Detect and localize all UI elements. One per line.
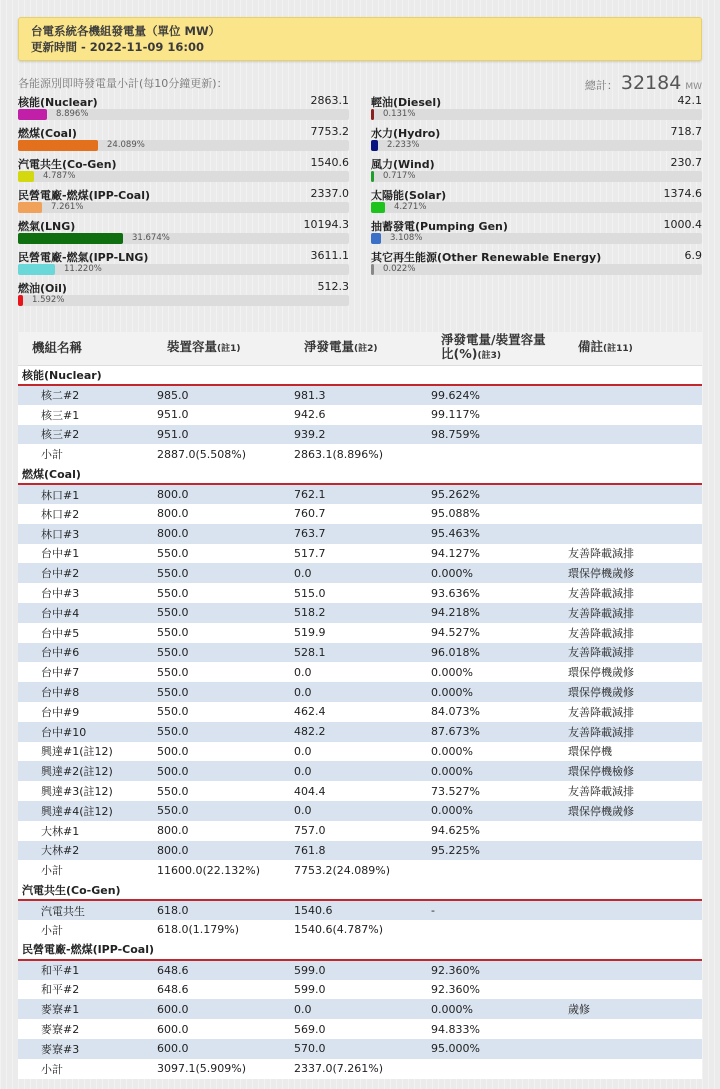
group-header-row (18, 365, 702, 385)
page-header (18, 17, 702, 61)
table-row (18, 1019, 702, 1039)
net-output-cell: 0.0 (290, 563, 427, 583)
unit-name-cell: 興達#4(註12) (18, 801, 153, 821)
energy-value: 42.1 (677, 94, 702, 107)
table-row (18, 682, 702, 702)
remark-cell: 友善降載減排 (564, 781, 702, 801)
table-row (18, 722, 702, 742)
table-row (18, 643, 702, 663)
unit-name-cell: 小計 (18, 920, 153, 940)
energy-name: 燃氣(LNG) (18, 220, 76, 233)
remark-cell: 友善降載減排 (564, 722, 702, 742)
table-row (18, 484, 702, 504)
unit-name-cell: 小計 (18, 1059, 153, 1079)
table-row (18, 821, 702, 841)
unit-name-cell: 台中#9 (18, 702, 153, 722)
capacity-cell: 600.0 (153, 1039, 290, 1059)
energy-value: 7753.2 (310, 125, 349, 138)
energy-percent: 4.271% (394, 202, 427, 212)
subtotal-row (18, 860, 702, 880)
table-body (18, 365, 702, 1079)
capacity-cell: 550.0 (153, 563, 290, 583)
total-value: 32184 (620, 72, 682, 94)
remark-cell: 友善降載減排 (564, 583, 702, 603)
capacity-cell: 550.0 (153, 583, 290, 603)
remark-cell: 環保停機檢修 (564, 761, 702, 781)
net-output-cell: 939.2 (290, 425, 427, 445)
energy-bar-fill (371, 264, 374, 275)
group-header-row (18, 880, 702, 900)
capacity-cell: 550.0 (153, 643, 290, 663)
energy-value: 1374.6 (663, 187, 702, 200)
remark-cell (564, 980, 702, 1000)
energy-item (18, 185, 349, 216)
remark-cell (564, 385, 702, 405)
energy-item (371, 92, 702, 123)
table-row (18, 742, 702, 762)
header-remark: 備註(註11) (564, 332, 702, 365)
energy-value: 718.7 (670, 125, 702, 138)
energy-bar-track (18, 295, 349, 306)
energy-name: 汽電共生(Co-Gen) (18, 158, 117, 171)
energy-value: 3611.1 (310, 249, 349, 262)
net-output-cell: 2863.1(8.896%) (290, 444, 427, 464)
net-output-cell: 599.0 (290, 960, 427, 980)
capacity-cell: 618.0(1.179%) (153, 920, 290, 940)
energy-value: 1540.6 (310, 156, 349, 169)
remark-cell (564, 821, 702, 841)
header-unit-name: 機組名稱 (18, 332, 153, 365)
capacity-cell: 550.0 (153, 623, 290, 643)
capacity-cell: 550.0 (153, 801, 290, 821)
total-unit: MW (685, 82, 702, 92)
table-header-row (18, 332, 702, 365)
summary-caption: 各能源別即時發電量小計(每10分鐘更新)： (18, 77, 228, 90)
table-row (18, 583, 702, 603)
table-row (18, 524, 702, 544)
table-row (18, 405, 702, 425)
unit-name-cell: 台中#10 (18, 722, 153, 742)
capacity-cell: 800.0 (153, 504, 290, 524)
energy-name: 燃煤(Coal) (18, 127, 77, 140)
unit-name-cell: 林口#1 (18, 484, 153, 504)
capacity-cell: 800.0 (153, 484, 290, 504)
net-output-cell: 761.8 (290, 841, 427, 861)
energy-bar-fill (18, 202, 42, 213)
group-header-row (18, 940, 702, 960)
net-output-cell: 519.9 (290, 623, 427, 643)
remark-cell: 歲修 (564, 999, 702, 1019)
ratio-cell (427, 444, 564, 464)
table-row (18, 900, 702, 920)
remark-cell: 友善降載減排 (564, 544, 702, 564)
capacity-cell: 600.0 (153, 1019, 290, 1039)
remark-cell (564, 860, 702, 880)
capacity-cell: 951.0 (153, 425, 290, 445)
energy-item (371, 154, 702, 185)
unit-name-cell: 林口#2 (18, 504, 153, 524)
table-row (18, 999, 702, 1019)
remark-cell (564, 484, 702, 504)
unit-name-cell: 麥寮#2 (18, 1019, 153, 1039)
group-header-row (18, 464, 702, 484)
energy-item (18, 278, 349, 309)
ratio-cell: 73.527% (427, 781, 564, 801)
ratio-cell: 95.000% (427, 1039, 564, 1059)
energy-bar-fill (371, 109, 374, 120)
ratio-cell: 95.225% (427, 841, 564, 861)
remark-cell (564, 1039, 702, 1059)
energy-name: 抽蓄發電(Pumping Gen) (371, 220, 508, 233)
capacity-cell: 600.0 (153, 999, 290, 1019)
capacity-cell: 648.6 (153, 980, 290, 1000)
remark-cell (564, 1059, 702, 1079)
unit-table (18, 332, 702, 1079)
net-output-cell: 0.0 (290, 662, 427, 682)
net-output-cell: 760.7 (290, 504, 427, 524)
remark-cell (564, 960, 702, 980)
energy-bar-track (18, 171, 349, 182)
unit-name-cell: 和平#1 (18, 960, 153, 980)
net-output-cell: 1540.6 (290, 900, 427, 920)
remark-cell (564, 504, 702, 524)
unit-name-cell: 小計 (18, 444, 153, 464)
energy-value: 6.9 (684, 249, 702, 262)
net-output-cell: 599.0 (290, 980, 427, 1000)
net-output-cell: 2337.0(7.261%) (290, 1059, 427, 1079)
unit-name-cell: 台中#5 (18, 623, 153, 643)
capacity-cell: 500.0 (153, 761, 290, 781)
table-row (18, 761, 702, 781)
remark-cell (564, 920, 702, 940)
unit-name-cell: 台中#3 (18, 583, 153, 603)
unit-table-wrapper (18, 332, 702, 1079)
remark-cell: 環保停機歲修 (564, 682, 702, 702)
table-row (18, 1039, 702, 1059)
header-ratio: 淨發電量/裝置容量 比(%)(註3) (427, 332, 564, 365)
ratio-cell: 0.000% (427, 662, 564, 682)
remark-cell: 環保停機歲修 (564, 662, 702, 682)
net-output-cell: 482.2 (290, 722, 427, 742)
net-output-cell: 1540.6(4.787%) (290, 920, 427, 940)
ratio-cell: 0.000% (427, 801, 564, 821)
capacity-cell: 550.0 (153, 781, 290, 801)
net-output-cell: 0.0 (290, 999, 427, 1019)
unit-name-cell: 台中#1 (18, 544, 153, 564)
energy-item (371, 185, 702, 216)
energy-bar-fill (371, 233, 381, 244)
unit-name-cell: 麥寮#1 (18, 999, 153, 1019)
unit-name-cell: 小計 (18, 860, 153, 880)
total-label: 總計： (584, 79, 618, 92)
energy-name: 輕油(Diesel) (371, 96, 442, 109)
ratio-cell: 0.000% (427, 682, 564, 702)
ratio-cell: 0.000% (427, 999, 564, 1019)
energy-bar-track (371, 171, 702, 182)
energy-percent: 11.220% (64, 264, 102, 274)
remark-cell (564, 1019, 702, 1039)
capacity-cell: 3097.1(5.909%) (153, 1059, 290, 1079)
ratio-cell: 94.527% (427, 623, 564, 643)
energy-percent: 8.896% (56, 109, 89, 119)
energy-percent: 2.233% (387, 140, 420, 150)
table-row (18, 980, 702, 1000)
energy-percent: 3.108% (390, 233, 423, 243)
table-row (18, 623, 702, 643)
group-title: 汽電共生(Co-Gen) (18, 880, 702, 900)
net-output-cell: 528.1 (290, 643, 427, 663)
energy-bar-track (371, 264, 702, 275)
energy-bar-track (371, 233, 702, 244)
capacity-cell: 618.0 (153, 900, 290, 920)
net-output-cell: 517.7 (290, 544, 427, 564)
table-row (18, 603, 702, 623)
energy-name: 核能(Nuclear) (18, 96, 98, 109)
ratio-cell: 92.360% (427, 960, 564, 980)
energy-bar-track (18, 202, 349, 213)
energy-percent: 4.787% (43, 171, 76, 181)
summary-right-column (371, 92, 702, 278)
energy-value: 2863.1 (310, 94, 349, 107)
remark-cell (564, 841, 702, 861)
energy-bar-track (18, 140, 349, 151)
energy-item (371, 247, 702, 278)
energy-percent: 1.592% (32, 295, 65, 305)
remark-cell (564, 900, 702, 920)
energy-name: 太陽能(Solar) (371, 189, 447, 202)
group-title: 核能(Nuclear) (18, 365, 702, 385)
energy-item (371, 123, 702, 154)
energy-item (18, 123, 349, 154)
ratio-cell (427, 860, 564, 880)
energy-item (18, 247, 349, 278)
net-output-cell: 0.0 (290, 682, 427, 702)
capacity-cell: 648.6 (153, 960, 290, 980)
ratio-cell (427, 920, 564, 940)
ratio-cell: 95.463% (427, 524, 564, 544)
energy-item (18, 92, 349, 123)
ratio-cell: 95.088% (427, 504, 564, 524)
ratio-cell: 92.360% (427, 980, 564, 1000)
ratio-cell: 96.018% (427, 643, 564, 663)
energy-name: 其它再生能源(Other Renewable Energy) (371, 251, 602, 264)
energy-value: 230.7 (670, 156, 702, 169)
unit-name-cell: 台中#4 (18, 603, 153, 623)
energy-bar-fill (371, 140, 378, 151)
group-title: 燃煤(Coal) (18, 464, 702, 484)
net-output-cell: 462.4 (290, 702, 427, 722)
remark-cell: 友善降載減排 (564, 603, 702, 623)
capacity-cell: 800.0 (153, 821, 290, 841)
table-row (18, 841, 702, 861)
ratio-cell: 99.117% (427, 405, 564, 425)
energy-item (18, 154, 349, 185)
header-net-output: 淨發電量(註2) (290, 332, 427, 365)
table-row (18, 544, 702, 564)
energy-value: 1000.4 (663, 218, 702, 231)
net-output-cell: 0.0 (290, 801, 427, 821)
table-row (18, 504, 702, 524)
net-output-cell: 763.7 (290, 524, 427, 544)
net-output-cell: 518.2 (290, 603, 427, 623)
net-output-cell: 569.0 (290, 1019, 427, 1039)
capacity-cell: 500.0 (153, 742, 290, 762)
capacity-cell: 985.0 (153, 385, 290, 405)
update-time: 更新時間 - 2022-11-09 16:00 (31, 40, 204, 54)
ratio-cell: 87.673% (427, 722, 564, 742)
energy-bar-track (371, 109, 702, 120)
net-output-cell: 570.0 (290, 1039, 427, 1059)
capacity-cell: 550.0 (153, 544, 290, 564)
unit-name-cell: 台中#7 (18, 662, 153, 682)
page-title: 台電系統各機組發電量（單位 MW） (31, 24, 221, 38)
ratio-cell: 94.127% (427, 544, 564, 564)
capacity-cell: 550.0 (153, 702, 290, 722)
remark-cell (564, 405, 702, 425)
subtotal-row (18, 920, 702, 940)
energy-bar-track (371, 140, 702, 151)
energy-percent: 7.261% (51, 202, 84, 212)
net-output-cell: 404.4 (290, 781, 427, 801)
ratio-cell: 94.625% (427, 821, 564, 841)
energy-bar-fill (18, 295, 23, 306)
energy-bar-fill (371, 202, 385, 213)
net-output-cell: 981.3 (290, 385, 427, 405)
capacity-cell: 11600.0(22.132%) (153, 860, 290, 880)
group-title: 民營電廠-燃煤(IPP-Coal) (18, 940, 702, 960)
unit-name-cell: 麥寮#3 (18, 1039, 153, 1059)
unit-name-cell: 汽電共生 (18, 900, 153, 920)
unit-name-cell: 大林#1 (18, 821, 153, 841)
energy-summary (18, 72, 702, 312)
energy-value: 2337.0 (310, 187, 349, 200)
remark-cell: 環保停機歲修 (564, 563, 702, 583)
remark-cell: 友善降載減排 (564, 643, 702, 663)
capacity-cell: 800.0 (153, 524, 290, 544)
energy-percent: 31.674% (132, 233, 170, 243)
ratio-cell: 0.000% (427, 761, 564, 781)
summary-left-column (18, 92, 349, 309)
unit-name-cell: 和平#2 (18, 980, 153, 1000)
ratio-cell: 99.624% (427, 385, 564, 405)
capacity-cell: 951.0 (153, 405, 290, 425)
net-output-cell: 515.0 (290, 583, 427, 603)
capacity-cell: 800.0 (153, 841, 290, 861)
table-row (18, 425, 702, 445)
energy-percent: 24.089% (107, 140, 145, 150)
energy-percent: 0.022% (383, 264, 416, 274)
energy-bar-track (371, 202, 702, 213)
ratio-cell: - (427, 900, 564, 920)
energy-bar-track (18, 109, 349, 120)
net-output-cell: 0.0 (290, 742, 427, 762)
ratio-cell: 94.833% (427, 1019, 564, 1039)
capacity-cell: 550.0 (153, 722, 290, 742)
remark-cell: 環保停機歲修 (564, 801, 702, 821)
energy-value: 512.3 (317, 280, 349, 293)
ratio-cell: 0.000% (427, 742, 564, 762)
net-output-cell: 762.1 (290, 484, 427, 504)
table-row (18, 801, 702, 821)
net-output-cell: 942.6 (290, 405, 427, 425)
total-output (585, 72, 702, 94)
net-output-cell: 757.0 (290, 821, 427, 841)
table-row (18, 702, 702, 722)
unit-name-cell: 核三#1 (18, 405, 153, 425)
capacity-cell: 2887.0(5.508%) (153, 444, 290, 464)
table-row (18, 385, 702, 405)
header-capacity: 裝置容量(註1) (153, 332, 290, 365)
energy-value: 10194.3 (303, 218, 349, 231)
unit-name-cell: 台中#2 (18, 563, 153, 583)
energy-bar-fill (18, 140, 98, 151)
ratio-cell: 0.000% (427, 563, 564, 583)
energy-name: 民營電廠-燃煤(IPP-Coal) (18, 189, 151, 202)
energy-bar-track (18, 264, 349, 275)
unit-name-cell: 林口#3 (18, 524, 153, 544)
capacity-cell: 550.0 (153, 682, 290, 702)
remark-cell: 友善降載減排 (564, 702, 702, 722)
ratio-cell: 95.262% (427, 484, 564, 504)
energy-bar-fill (371, 171, 374, 182)
energy-item (18, 216, 349, 247)
unit-name-cell: 台中#8 (18, 682, 153, 702)
energy-percent: 0.717% (383, 171, 416, 181)
capacity-cell: 550.0 (153, 662, 290, 682)
energy-name: 水力(Hydro) (371, 127, 441, 140)
remark-cell (564, 524, 702, 544)
energy-bar-fill (18, 109, 47, 120)
energy-item (371, 216, 702, 247)
unit-name-cell: 核三#2 (18, 425, 153, 445)
ratio-cell: 98.759% (427, 425, 564, 445)
table-row (18, 563, 702, 583)
ratio-cell: 93.636% (427, 583, 564, 603)
unit-name-cell: 興達#2(註12) (18, 761, 153, 781)
subtotal-row (18, 444, 702, 464)
remark-cell: 友善降載減排 (564, 623, 702, 643)
energy-name: 燃油(Oil) (18, 282, 67, 295)
unit-name-cell: 興達#3(註12) (18, 781, 153, 801)
table-row (18, 781, 702, 801)
remark-cell (564, 425, 702, 445)
net-output-cell: 0.0 (290, 761, 427, 781)
energy-name: 民營電廠-燃氣(IPP-LNG) (18, 251, 149, 264)
energy-name: 風力(Wind) (371, 158, 435, 171)
energy-bar-track (18, 233, 349, 244)
subtotal-row (18, 1059, 702, 1079)
ratio-cell: 84.073% (427, 702, 564, 722)
unit-name-cell: 台中#6 (18, 643, 153, 663)
net-output-cell: 7753.2(24.089%) (290, 860, 427, 880)
energy-bar-fill (18, 264, 55, 275)
capacity-cell: 550.0 (153, 603, 290, 623)
table-row (18, 662, 702, 682)
remark-cell (564, 444, 702, 464)
ratio-cell (427, 1059, 564, 1079)
unit-name-cell: 核二#2 (18, 385, 153, 405)
ratio-cell: 94.218% (427, 603, 564, 623)
unit-name-cell: 大林#2 (18, 841, 153, 861)
energy-percent: 0.131% (383, 109, 416, 119)
unit-name-cell: 興達#1(註12) (18, 742, 153, 762)
remark-cell: 環保停機 (564, 742, 702, 762)
energy-bar-fill (18, 171, 34, 182)
energy-bar-fill (18, 233, 123, 244)
table-row (18, 960, 702, 980)
